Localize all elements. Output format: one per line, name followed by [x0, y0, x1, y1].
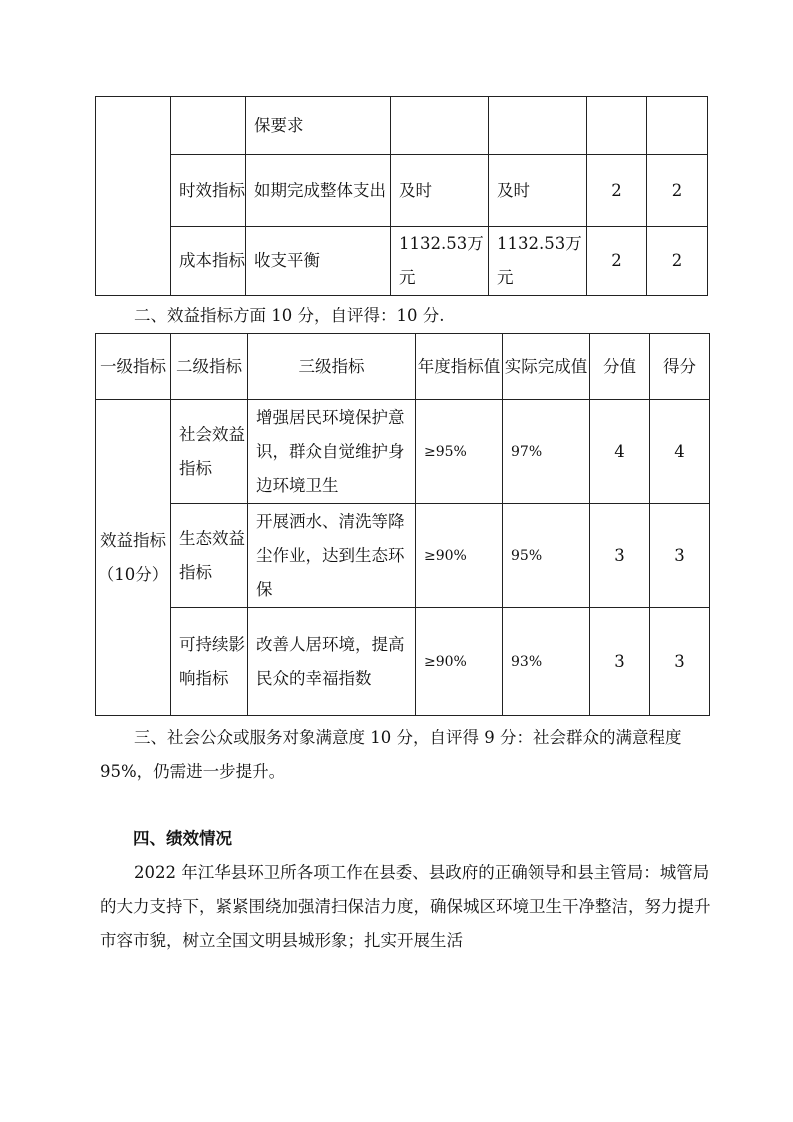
score-cell: 2	[647, 155, 708, 227]
table-row	[96, 504, 710, 608]
merged-level1-cell	[96, 97, 171, 296]
score-cell: 3	[650, 608, 710, 716]
points-cell: 3	[590, 504, 650, 608]
target-cell: 及时	[391, 155, 489, 227]
points-cell: 4	[590, 400, 650, 504]
level2-cell: 时效指标	[171, 155, 246, 227]
target-cell: ≥90%	[416, 608, 503, 716]
table-row	[96, 227, 708, 296]
header-level1: 一级指标	[96, 334, 171, 400]
actual-cell: 93%	[503, 608, 590, 716]
level2-cell: 生态效益指标	[171, 504, 248, 608]
level1-cell: 效益指标（10分）	[96, 400, 171, 716]
points-cell	[587, 97, 647, 155]
level3-cell: 改善人居环境，提高民众的幸福指数	[248, 608, 416, 716]
score-cell: 2	[647, 227, 708, 296]
level3-cell: 收支平衡	[246, 227, 391, 296]
score-cell: 3	[650, 504, 710, 608]
target-cell: 1132.53万元	[391, 227, 489, 296]
header-level3: 三级指标	[248, 334, 416, 400]
level2-cell: 可持续影响指标	[171, 608, 248, 716]
section-4-heading: 四、绩效情况	[133, 829, 232, 848]
target-cell: ≥90%	[416, 504, 503, 608]
table-row	[96, 97, 708, 155]
target-cell: ≥95%	[416, 400, 503, 504]
empty-level2-cell	[171, 97, 246, 155]
header-level2: 二级指标	[171, 334, 248, 400]
level2-cell: 社会效益指标	[171, 400, 248, 504]
header-points: 分值	[590, 334, 650, 400]
score-cell: 4	[650, 400, 710, 504]
header-score: 得分	[650, 334, 710, 400]
level3-cell: 开展洒水、清洗等降尘作业，达到生态环保	[248, 504, 416, 608]
output-indicator-table	[95, 96, 708, 296]
table-header-row	[96, 334, 710, 400]
satisfaction-paragraph: 三、社会公众或服务对象满意度 10 分，自评得 9 分：社会群众的满意程度 95%，仍需进一步提升。	[100, 728, 682, 781]
points-cell: 2	[587, 227, 647, 296]
actual-cell: 97%	[503, 400, 590, 504]
benefit-summary-paragraph: 二、效益指标方面 10 分，自评得：10 分.	[134, 306, 445, 325]
target-cell	[391, 97, 489, 155]
table-row	[96, 400, 710, 504]
header-target: 年度指标值	[416, 334, 503, 400]
header-actual: 实际完成值	[503, 334, 590, 400]
actual-cell: 1132.53万元	[489, 227, 587, 296]
actual-cell: 95%	[503, 504, 590, 608]
table-row	[96, 608, 710, 716]
performance-paragraph: 2022 年江华县环卫所各项工作在县委、县政府的正确领导和县主管局：城管局的大力支持下，紧紧围绕加强清扫保洁力度，确保城区环境卫生干净整洁，努力提升市容市貌，树立全国文明县城形象；扎实开展生活	[100, 863, 711, 950]
level2-cell: 成本指标	[171, 227, 246, 296]
actual-cell: 及时	[489, 155, 587, 227]
table-row	[96, 155, 708, 227]
points-cell: 2	[587, 155, 647, 227]
level3-cell: 增强居民环境保护意识，群众自觉维护身边环境卫生	[248, 400, 416, 504]
level3-cell: 如期完成整体支出	[246, 155, 391, 227]
actual-cell	[489, 97, 587, 155]
points-cell: 3	[590, 608, 650, 716]
score-cell	[647, 97, 708, 155]
level3-cell: 保要求	[246, 97, 391, 155]
benefit-indicator-table	[95, 333, 710, 716]
